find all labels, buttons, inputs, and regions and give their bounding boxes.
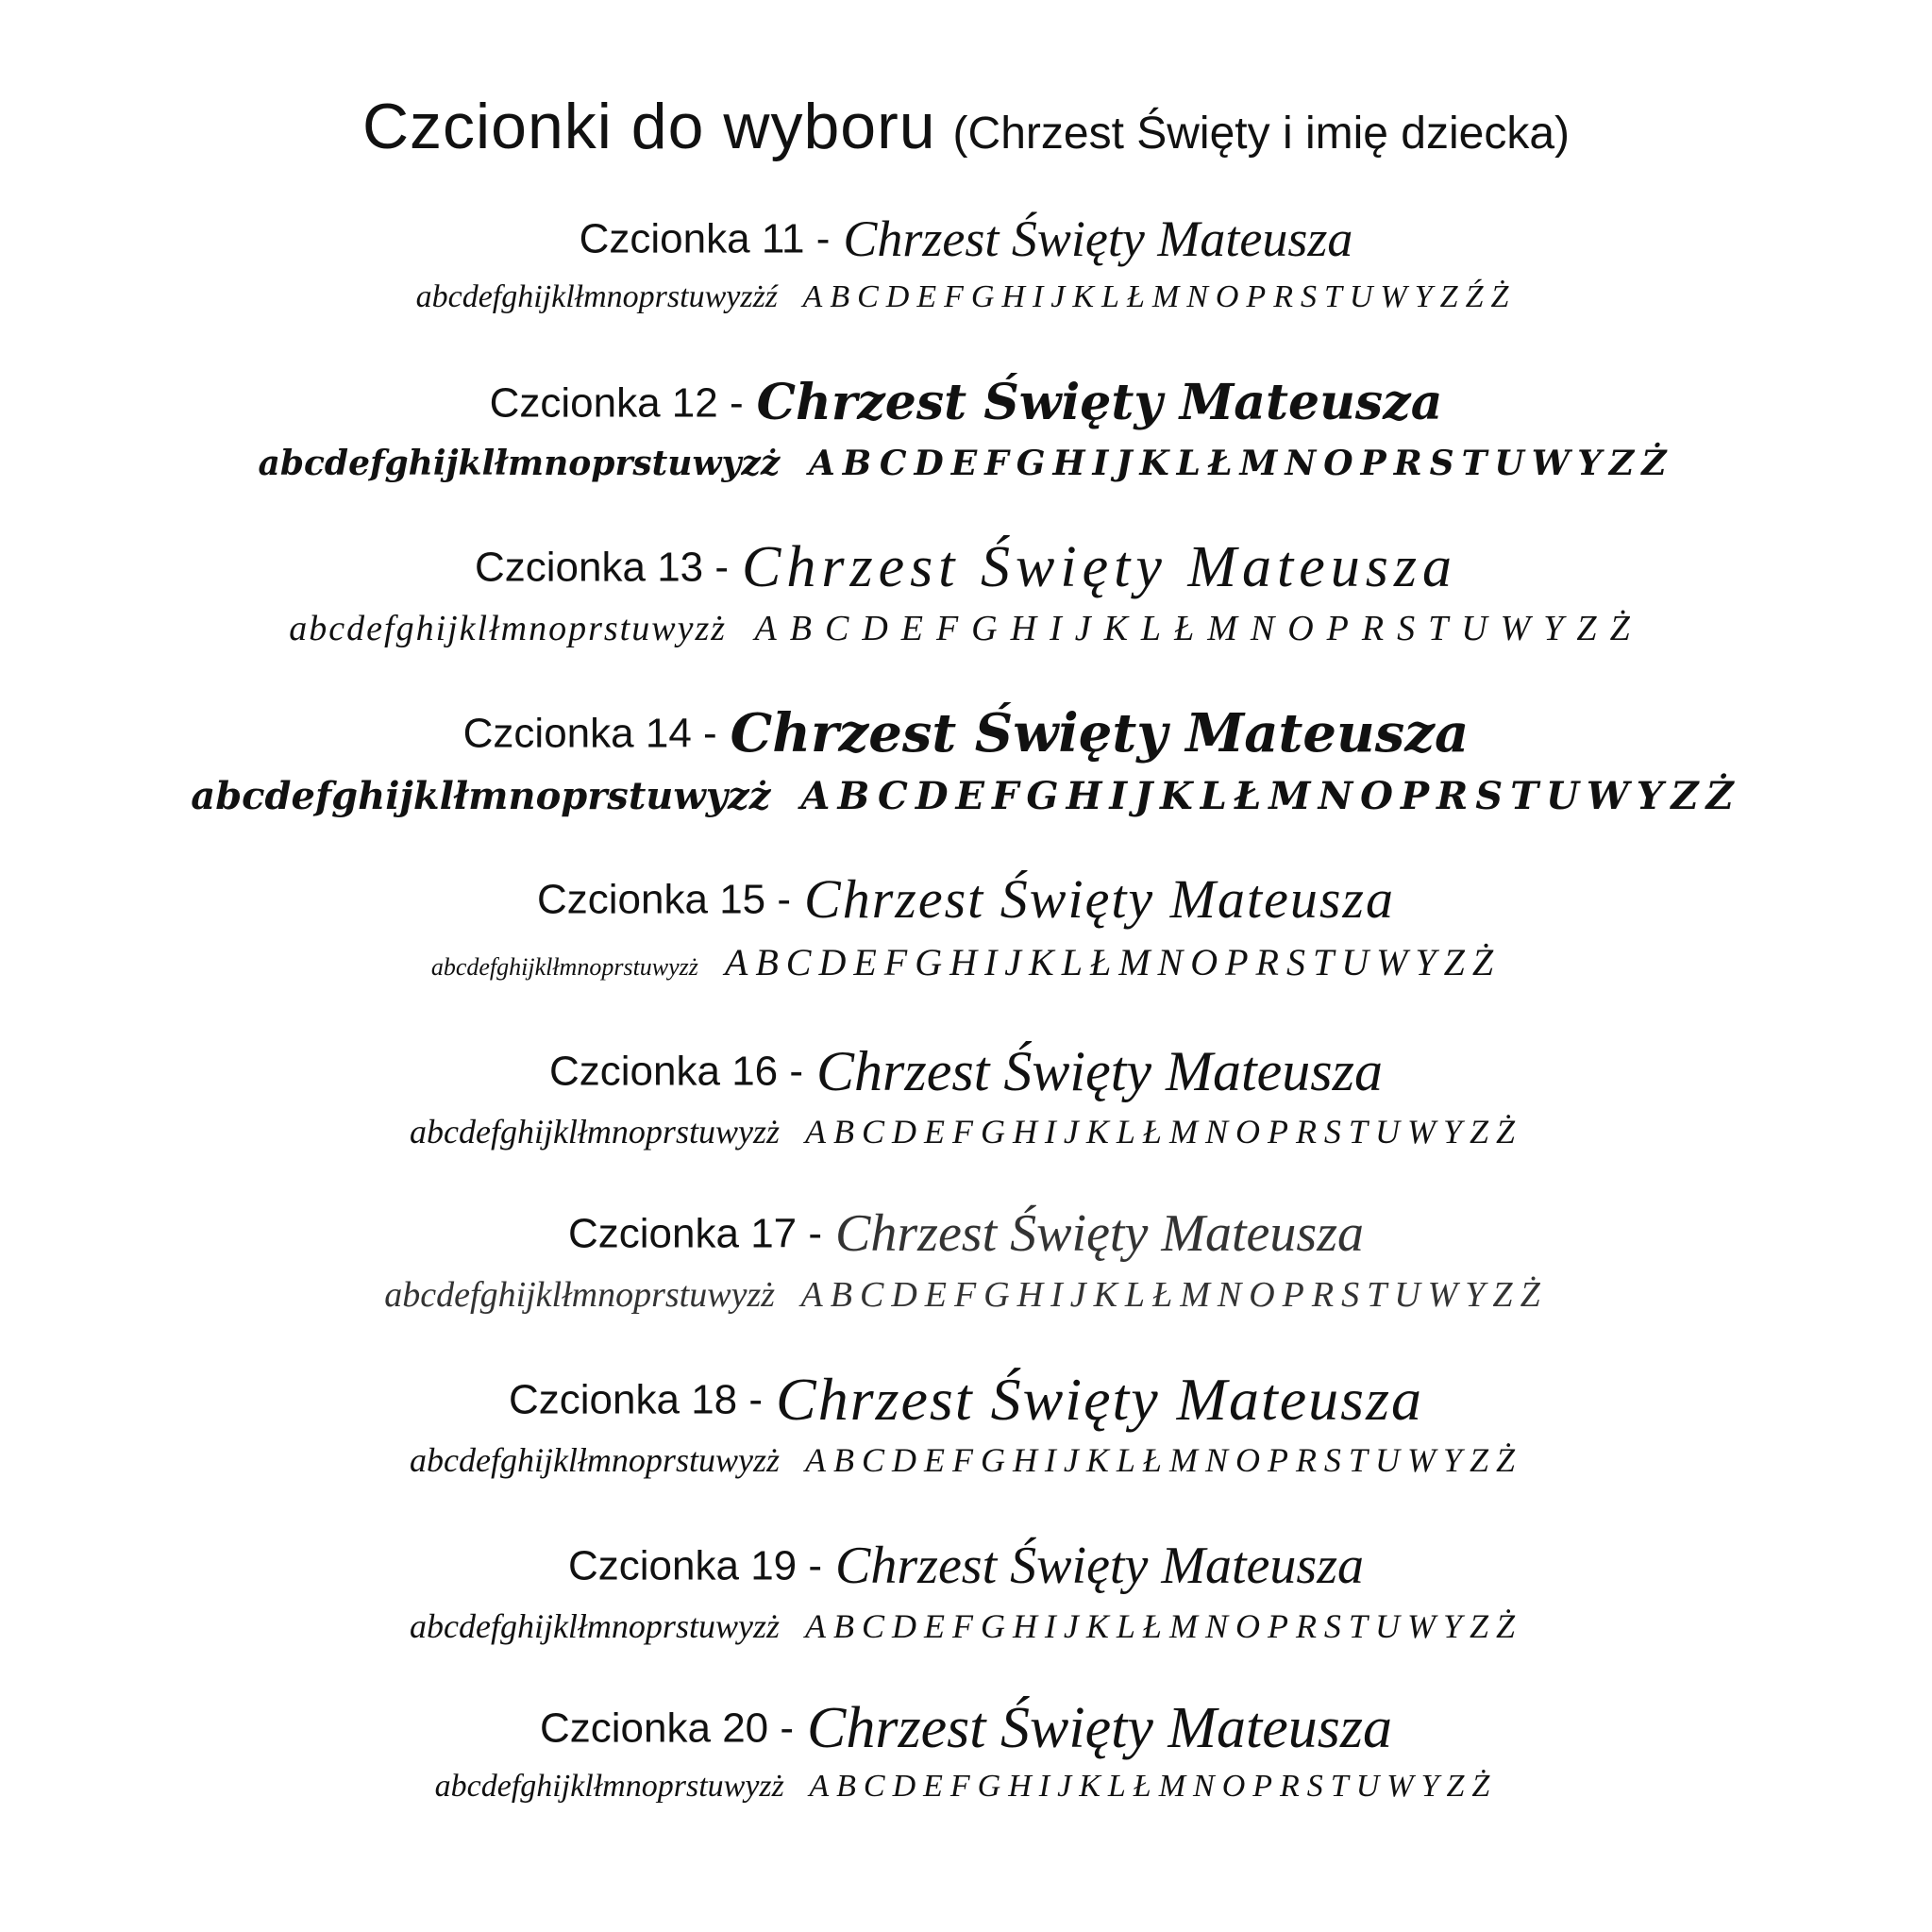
font-label: Czcionka 13 - bbox=[475, 544, 730, 591]
page-subtitle: (Chrzest Święty i imię dziecka) bbox=[952, 109, 1571, 159]
font-option-13 bbox=[0, 534, 1932, 649]
font-option-18 bbox=[0, 1367, 1932, 1480]
font-sample-text: Chrzest Święty Mateusza bbox=[742, 535, 1457, 600]
font-title-row bbox=[0, 370, 1932, 436]
alphabet-row bbox=[0, 1274, 1932, 1316]
font-sample-text: Chrzest Święty Mateusza bbox=[843, 210, 1353, 268]
font-option-16 bbox=[0, 1038, 1932, 1151]
alphabet-uppercase: ABCDEFGHIJKLŁMNOPRSTUWYZŻ bbox=[808, 444, 1674, 483]
alphabet-row bbox=[0, 608, 1932, 649]
font-title-row bbox=[0, 534, 1932, 600]
font-label: Czcionka 17 - bbox=[568, 1210, 823, 1257]
alphabet-lowercase: abcdefghijklłmnoprstuwyzż bbox=[409, 1441, 780, 1479]
font-label: Czcionka 20 - bbox=[540, 1705, 795, 1752]
alphabet-row bbox=[0, 444, 1932, 483]
alphabet-lowercase: abcdefghijklłmnoprstuwyzż bbox=[409, 1607, 780, 1645]
font-sample-text: Chrzest Święty Mateusza bbox=[835, 1537, 1364, 1596]
alphabet-uppercase: ABCDEFGHIJKLŁMNOPRSTUWYZŻ bbox=[724, 941, 1502, 983]
font-label: Czcionka 15 - bbox=[537, 876, 792, 923]
font-label: Czcionka 14 - bbox=[462, 710, 717, 757]
font-label: Czcionka 19 - bbox=[568, 1542, 823, 1589]
font-label: Czcionka 16 - bbox=[549, 1048, 804, 1095]
font-sample-text: Chrzest Święty Mateusza bbox=[816, 1040, 1383, 1103]
alphabet-uppercase: ABCDEFGHIJKLŁMNOPRSTUWYZŻ bbox=[804, 1113, 1523, 1151]
page-title: Czcionki do wyboru bbox=[361, 91, 936, 162]
alphabet-row bbox=[0, 774, 1932, 818]
alphabet-uppercase: ABCDEFGHIJKLŁMNOPRSTUWYZŻ bbox=[809, 1769, 1498, 1804]
page-header bbox=[0, 90, 1932, 163]
alphabet-row bbox=[0, 279, 1932, 315]
alphabet-row bbox=[0, 1606, 1932, 1646]
alphabet-row bbox=[0, 940, 1932, 984]
font-option-11 bbox=[0, 206, 1932, 315]
font-sample-text: Chrzest Święty Mateusza bbox=[835, 1204, 1364, 1264]
alphabet-uppercase: ABCDEFGHIJKLŁMNOPRSTUWYZŻ bbox=[804, 1607, 1523, 1645]
alphabet-lowercase: abcdefghijklłmnoprstuwyzż bbox=[434, 1769, 784, 1804]
alphabet-lowercase: abcdefghijklłmnoprstuwyzż bbox=[191, 774, 771, 818]
alphabet-uppercase: ABCDEFGHIJKLŁMNOPRSTUWYZŹŻ bbox=[802, 279, 1517, 314]
font-title-row bbox=[0, 206, 1932, 272]
alphabet-lowercase: abcdefghijklłmnoprstuwyzż bbox=[289, 609, 728, 648]
alphabet-uppercase: ABCDEFGHIJKLŁMNOPRSTUWYZŻ bbox=[754, 609, 1643, 648]
font-title-row bbox=[0, 1038, 1932, 1104]
font-sample-text: Chrzest Święty Mateusza bbox=[730, 702, 1470, 765]
font-option-14 bbox=[0, 700, 1932, 818]
font-option-20 bbox=[0, 1695, 1932, 1805]
font-title-row bbox=[0, 1695, 1932, 1761]
alphabet-row bbox=[0, 1440, 1932, 1480]
font-label: Czcionka 12 - bbox=[489, 379, 744, 427]
font-sample-text: Chrzest Święty Mateusza bbox=[756, 374, 1443, 432]
font-title-row bbox=[0, 1201, 1932, 1267]
font-sample-text: Chrzest Święty Mateusza bbox=[804, 868, 1395, 931]
font-option-15 bbox=[0, 866, 1932, 984]
font-option-17 bbox=[0, 1201, 1932, 1316]
font-option-12 bbox=[0, 370, 1932, 483]
alphabet-row bbox=[0, 1112, 1932, 1151]
alphabet-lowercase: abcdefghijklłmnoprstuwyzż bbox=[430, 953, 698, 981]
font-sample-text: Chrzest Święty Mateusza bbox=[776, 1366, 1423, 1434]
alphabet-lowercase: abcdefghijklłmnoprstuwyzż bbox=[384, 1275, 776, 1315]
font-option-19 bbox=[0, 1533, 1932, 1646]
font-title-row bbox=[0, 866, 1932, 932]
alphabet-row bbox=[0, 1769, 1932, 1805]
alphabet-lowercase: abcdefghijklłmnoprstuwyzż bbox=[409, 1113, 780, 1151]
alphabet-lowercase: abcdefghijklłmnoprstuwyzż bbox=[258, 444, 781, 483]
alphabet-uppercase: ABCDEFGHIJKLŁMNOPRSTUWYZŻ bbox=[800, 1275, 1548, 1315]
font-sample-text: Chrzest Święty Mateusza bbox=[807, 1696, 1392, 1761]
alphabet-uppercase: ABCDEFGHIJKLŁMNOPRSTUWYZŻ bbox=[800, 774, 1741, 818]
font-title-row bbox=[0, 1533, 1932, 1599]
font-title-row bbox=[0, 1367, 1932, 1433]
font-label: Czcionka 18 - bbox=[509, 1376, 764, 1423]
font-label: Czcionka 11 - bbox=[579, 215, 831, 262]
alphabet-lowercase: abcdefghijklłmnoprstuwyzżź bbox=[415, 279, 779, 314]
alphabet-uppercase: ABCDEFGHIJKLŁMNOPRSTUWYZŻ bbox=[804, 1441, 1523, 1479]
font-title-row bbox=[0, 700, 1932, 766]
